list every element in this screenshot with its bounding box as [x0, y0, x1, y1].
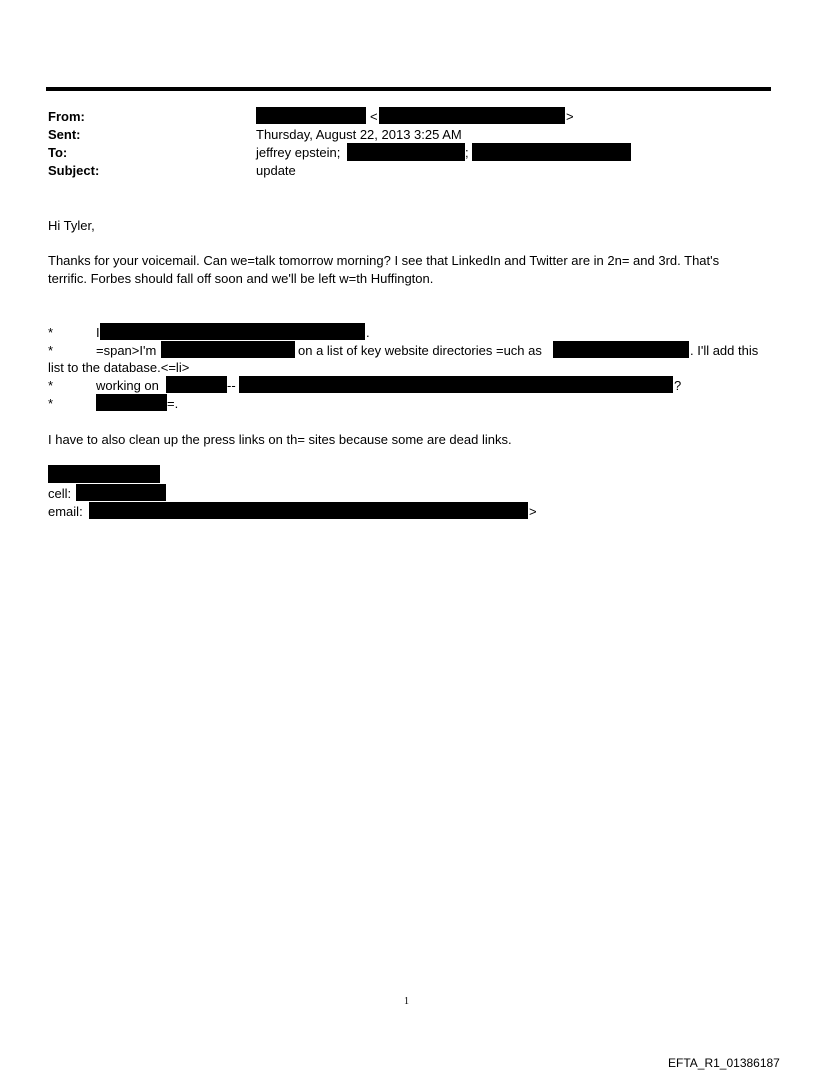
bullet-text: . I'll add this — [690, 343, 759, 358]
bates-number: EFTA_R1_01386187 — [668, 1056, 780, 1070]
page-number: 1 — [404, 996, 409, 1007]
greeting: Hi Tyler, — [48, 218, 95, 233]
paragraph-line: I have to also clean up the press links on th= sites because some are dead links. — [48, 432, 512, 447]
from-gt: > — [566, 109, 574, 124]
redaction-box — [472, 143, 631, 161]
redaction-box — [347, 143, 465, 161]
signature-cell-label: cell: — [48, 486, 72, 501]
bullet-wrap-line: list to the database.<=li> — [48, 360, 190, 375]
to-label: To: — [48, 145, 68, 160]
redaction-box — [379, 107, 565, 124]
bullet-text: I — [96, 325, 100, 340]
subject-value: update — [256, 163, 296, 178]
from-lt: < — [370, 109, 378, 124]
redaction-box — [166, 376, 227, 393]
to-separator: ; — [465, 145, 469, 160]
bullet-text: on a list of key website directories =uch as — [298, 343, 542, 358]
to-value: jeffrey epstein; — [256, 145, 341, 160]
redaction-box — [161, 341, 295, 358]
redaction-box — [553, 341, 689, 358]
sent-value: Thursday, August 22, 2013 3:25 AM — [256, 127, 462, 142]
redaction-box — [89, 502, 528, 519]
redaction-box — [100, 323, 365, 340]
bullet-text: . — [366, 325, 370, 340]
bullet-text: ? — [674, 378, 682, 393]
redaction-box — [96, 394, 167, 411]
bullet-text: working on — [96, 378, 159, 393]
redaction-box — [48, 465, 160, 483]
from-label: From: — [48, 109, 85, 124]
bullet-text: -- — [227, 378, 236, 393]
bullet-text: =span>I'm — [96, 343, 157, 358]
redaction-box — [256, 107, 366, 124]
signature-email-label: email: — [48, 504, 83, 519]
redaction-box — [239, 376, 673, 393]
signature-email-gt: > — [529, 504, 537, 519]
paragraph-line: terrific. Forbes should fall off soon and we'll be left w=th Huffington. — [48, 271, 434, 286]
sent-label: Sent: — [48, 127, 81, 142]
bullet-marker: * — [48, 325, 54, 340]
bullet-marker: * — [48, 396, 54, 411]
bullet-marker: * — [48, 343, 54, 358]
bullet-marker: * — [48, 378, 54, 393]
redaction-box — [76, 484, 166, 501]
subject-label: Subject: — [48, 163, 100, 178]
paragraph-line: Thanks for your voicemail. Can we=talk tomorrow morning? I see that LinkedIn and Twitter are in 2n= and 3rd. That's — [48, 253, 720, 268]
bullet-text: =. — [167, 396, 179, 411]
header-rule — [46, 87, 771, 91]
